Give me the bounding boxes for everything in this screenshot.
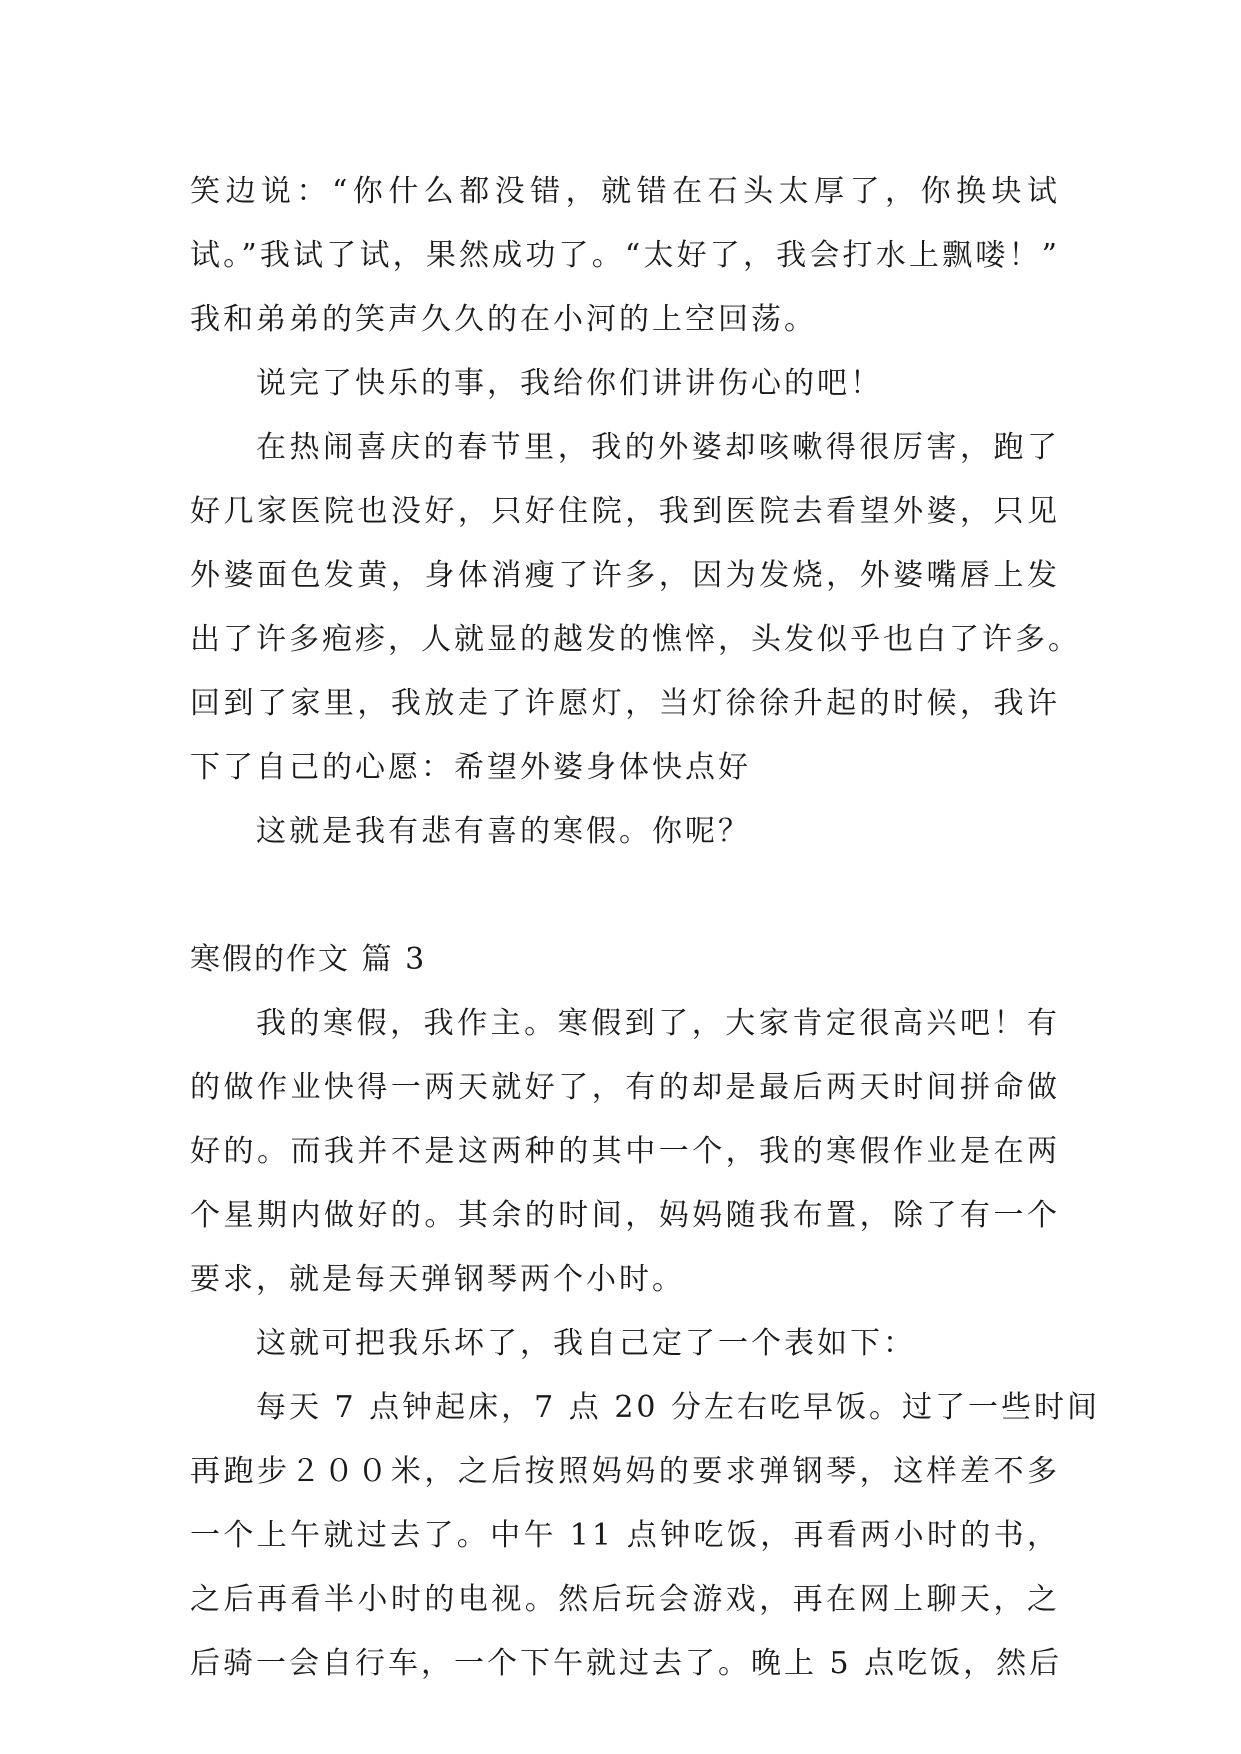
text-line: 我的寒假，我作主。寒假到了，大家肯定很高兴吧！有 <box>256 1006 1060 1041</box>
text-line: 之后再看半小时的电视。然后玩会游戏，再在网上聊天，之 <box>190 1582 1060 1617</box>
text-line: 我和弟弟的笑声久久的在小河的上空回荡。 <box>190 302 817 337</box>
text-line: 试。”我试了试，果然成功了。“太好了，我会打水上飘喽！” <box>190 238 1060 273</box>
text-line: 再跑步２００米，之后按照妈妈的要求弹钢琴，这样差不多 <box>190 1454 1060 1489</box>
text-line: 后骑一会自行车，一个下午就过去了。晚上 5 点吃饭，然后 <box>190 1646 1063 1681</box>
text-line: 这就是我有悲有喜的寒假。你呢？ <box>256 814 751 849</box>
section-2 <box>190 928 1101 1696</box>
text-line: 的做作业快得一两天就好了，有的却是最后两天时间拼命做 <box>190 1070 1060 1105</box>
text-line: 出了许多疱疹，人就显的越发的憔悴，头发似乎也白了许多。 <box>190 622 1081 657</box>
paragraph <box>190 160 1060 352</box>
paragraph <box>190 352 1060 416</box>
section-title: 寒假的作文 篇 3 <box>190 942 427 977</box>
text-line: 好几家医院也没好，只好住院，我到医院去看望外婆，只见 <box>190 494 1060 529</box>
text-line: 外婆面色发黄，身体消瘦了许多，因为发烧，外婆嘴唇上发 <box>190 558 1060 593</box>
text-line: 每天 7 点钟起床，7 点 20 分左右吃早饭。过了一些时间 <box>256 1390 1101 1425</box>
paragraph <box>190 992 1060 1312</box>
paragraph <box>190 1376 1101 1696</box>
paragraph <box>190 416 1081 800</box>
text-line: 这就可把我乐坏了，我自己定了一个表如下： <box>256 1326 916 1361</box>
section-spacer <box>190 864 1060 928</box>
text-line: 下了自己的心愿：希望外婆身体快点好 <box>190 750 751 785</box>
text-line: 在热闹喜庆的春节里，我的外婆却咳嗽得很厉害，跑了 <box>256 430 1060 465</box>
text-line: 好的。而我并不是这两种的其中一个，我的寒假作业是在两 <box>190 1134 1060 1169</box>
text-line: 要求，就是每天弹钢琴两个小时。 <box>190 1262 685 1297</box>
paragraph <box>190 800 1060 864</box>
paragraph <box>190 1312 1060 1376</box>
text-line: 笑边说：“你什么都没错，就错在石头太厚了，你换块试 <box>190 174 1060 209</box>
text-line: 一个上午就过去了。中午 11 点钟吃饭，再看两小时的书， <box>190 1518 1060 1553</box>
text-line: 说完了快乐的事，我给你们讲讲伤心的吧！ <box>256 366 883 401</box>
section-1 <box>190 160 1081 864</box>
document-page <box>190 160 1101 1696</box>
text-line: 个星期内做好的。其余的时间，妈妈随我布置，除了有一个 <box>190 1198 1060 1233</box>
text-line: 回到了家里，我放走了许愿灯，当灯徐徐升起的时候，我许 <box>190 686 1060 721</box>
